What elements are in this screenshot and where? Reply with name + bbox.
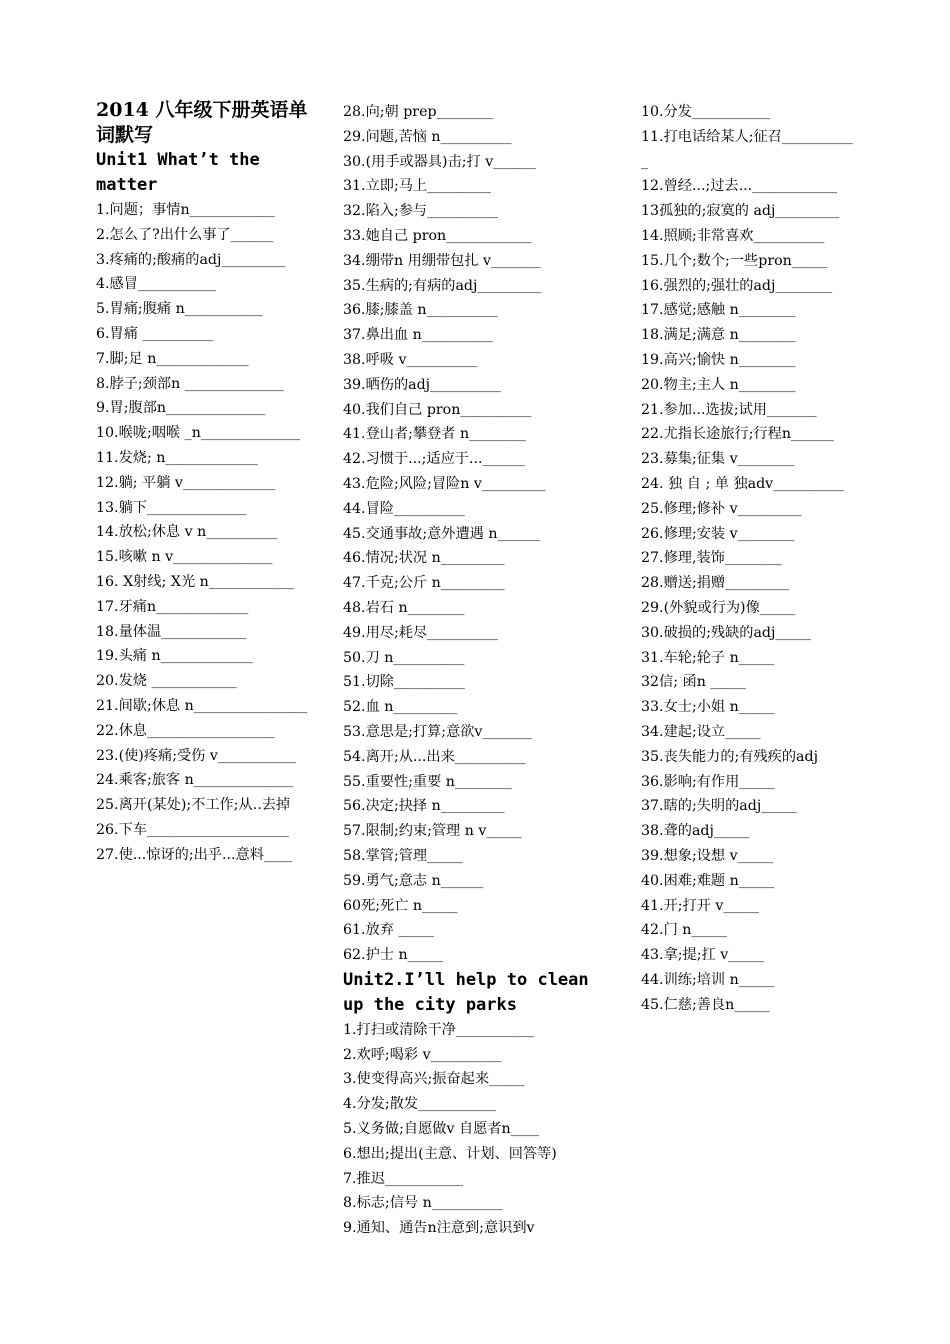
list-item: 33.女士;小姐 n_____ — [641, 699, 775, 716]
list-item: 22.尤指长途旅行;行程n______ — [641, 426, 834, 443]
list-item: 15.几个;数个;一些pron_____ — [641, 252, 828, 269]
list-item: 23.(使)疼痛;受伤 v___________ — [96, 747, 296, 764]
list-item: 60死;死亡 n_____ — [343, 897, 458, 914]
list-item: 32.陷入;参与__________ — [343, 203, 499, 220]
list-item: 42.门 n_____ — [641, 922, 727, 939]
list-item: 3.疼痛的;酸痛的adj_________ — [96, 251, 286, 268]
list-item: 31.立即;马上_________ — [343, 178, 491, 195]
list-item: 20.发烧 ____________ — [96, 673, 237, 690]
list-item: 45.仁慈;善良n_____ — [641, 996, 770, 1013]
list-item: 44.冒险__________ — [343, 500, 465, 517]
list-item: 40.困难;难题 n_____ — [641, 872, 775, 889]
list-item: 30.(用手或器具)击;打 v______ — [343, 153, 536, 170]
list-item: 25.离开(某处);不工作;从..去掉 — [96, 797, 291, 814]
list-item: 13.躺下______________ — [96, 499, 247, 516]
list-item: 21.间歇;休息 n________________ — [96, 697, 308, 714]
list-item: 21.参加...选拔;试用_______ — [641, 401, 817, 418]
list-item: 27.使...惊讶的;出乎...意料____ — [96, 846, 293, 863]
list-item: 55.重要性;重要 n________ — [343, 773, 512, 790]
list-item: 27.修理,装饰________ — [641, 550, 782, 567]
list-item: 35.生病的;有病的adj_________ — [343, 277, 542, 294]
list-item: 5.胃痛;腹痛 n___________ — [96, 301, 263, 318]
list-item: 45.交通事故;意外遭遇 n______ — [343, 525, 541, 542]
list-item: 1.打扫或清除干净___________ — [343, 1021, 534, 1038]
list-item: 8.脖子;颈部n ______________ — [96, 375, 285, 392]
list-item: 59.勇气;意志 n______ — [343, 872, 484, 889]
unit1-vocab-list-continued — [343, 100, 609, 968]
list-item: 18.满足;满意 n________ — [641, 327, 796, 344]
list-item: 26.修理;安装 v________ — [641, 525, 795, 542]
list-item: 7.推迟___________ — [343, 1170, 463, 1187]
list-item: 12.曾经...;过去...____________ — [641, 178, 838, 195]
list-item: 42.习惯于...;适应于...______ — [343, 451, 526, 468]
list-item: 2.欢呼;喝彩 v__________ — [343, 1046, 502, 1063]
list-item: 39.晒伤的adj__________ — [343, 376, 502, 393]
list-item: 28.赠送;捐赠_________ — [641, 575, 789, 592]
list-item: 61.放弃 _____ — [343, 922, 434, 939]
list-item: 50.刀 n__________ — [343, 649, 465, 666]
list-item: 51.切除__________ — [343, 674, 465, 691]
list-item: 38.呼吸 v__________ — [343, 351, 478, 368]
list-item: 18.量体温____________ — [96, 623, 247, 640]
list-item: 5.义务做;自愿做v 自愿者n____ — [343, 1121, 540, 1138]
column-3 — [641, 100, 857, 1017]
list-item: 41.开;打开 v_____ — [641, 897, 759, 914]
list-item: 28.向;朝 prep________ — [343, 104, 494, 120]
column-1 — [96, 98, 310, 868]
list-item: 16. X射线; X光 n____________ — [96, 573, 294, 590]
list-item: 3.使变得高兴;振奋起来_____ — [343, 1071, 525, 1088]
list-item: 29.(外貌或行为)像_____ — [641, 599, 796, 616]
list-item: 41.登山者;攀登者 n________ — [343, 426, 526, 443]
list-item: 44.训练;培训 n_____ — [641, 971, 775, 988]
list-item: 37.鼻出血 n__________ — [343, 327, 493, 344]
list-item: 52.血 n_________ — [343, 699, 458, 716]
list-item: 43.拿;提;扛 v_____ — [641, 947, 764, 964]
list-item: 9.通知、通告n注意到;意识到v — [343, 1220, 535, 1237]
list-item: 6.胃痛 __________ — [96, 325, 214, 342]
list-item: 20.物主;主人 n________ — [641, 376, 796, 393]
column-2 — [343, 100, 609, 1241]
list-item: 34.建起;设立_____ — [641, 723, 761, 740]
list-item: 37.瞎的;失明的adj_____ — [641, 798, 797, 815]
list-item: 31.车轮;轮子 n_____ — [641, 649, 775, 666]
list-item: 4.感冒___________ — [96, 276, 216, 293]
list-item: 54.离开;从...出来__________ — [343, 748, 526, 765]
list-item: 10.喉咙;咽喉 _n______________ — [96, 425, 301, 442]
unit2-heading: Unit2.I’ll help to clean up the city parks — [343, 969, 589, 1015]
list-item: 47.千克;公斤 n_________ — [343, 575, 505, 592]
list-item: 24. 独 自 ; 单 独adv__________ — [641, 475, 845, 492]
list-item: 4.分发;散发___________ — [343, 1096, 497, 1113]
list-item: 30.破损的;残缺的adj_____ — [641, 624, 811, 641]
unit2-vocab-list-continued — [641, 100, 857, 1017]
list-item: 13孤独的;寂寞的 adj_________ — [641, 203, 840, 220]
list-item: 62.护士 n_____ — [343, 947, 444, 964]
list-item: 58.掌管;管理_____ — [343, 847, 463, 864]
list-item: 57.限制;约束;管理 n v_____ — [343, 823, 522, 840]
list-item: 19.头痛 n_____________ — [96, 648, 253, 665]
list-item: 23.募集;征集 v________ — [641, 451, 795, 468]
list-item: 22.休息__________________ — [96, 722, 275, 739]
list-item: 15.咳嗽 n v______________ — [96, 549, 273, 566]
list-item: 35.丧失能力的;有残疾的adj — [641, 748, 818, 765]
list-item: 17.感觉;感触 n________ — [641, 302, 796, 319]
list-item: 34.绷带n 用绷带包扎 v_______ — [343, 252, 541, 269]
list-item: 2.怎么了?出什么事了______ — [96, 226, 274, 243]
list-item: 17.牙痛n_____________ — [96, 598, 249, 615]
list-item: 49.用尽;耗尽__________ — [343, 624, 499, 641]
list-item: 53.意思是;打算;意欲v_______ — [343, 723, 533, 740]
list-item: 8.标志;信号 n__________ — [343, 1195, 503, 1212]
list-item: 38.聋的adj_____ — [641, 823, 750, 840]
unit1-vocab-list — [96, 198, 310, 868]
list-item: 10.分发___________ — [641, 104, 770, 120]
list-item: 25.修理;修补 v_________ — [641, 500, 802, 517]
list-item: 14.照顾;非常喜欢__________ — [641, 227, 825, 244]
list-item: 24.乘客;旅客 n______________ — [96, 772, 294, 789]
list-item: 19.高兴;愉快 n________ — [641, 351, 796, 368]
list-item: 7.脚;足 n_____________ — [96, 350, 249, 367]
list-item: 9.胃;腹部n______________ — [96, 400, 266, 417]
list-item: 1.问题；事情n____________ — [96, 202, 275, 218]
list-item: 26.下车____________________ — [96, 821, 289, 838]
list-item: 12.躺; 平躺 v_____________ — [96, 474, 276, 491]
list-item: 36.膝;膝盖 n__________ — [343, 302, 498, 319]
list-item: 36.影响;有作用_____ — [641, 773, 775, 790]
list-item: 32信; 函n _____ — [641, 674, 746, 691]
list-item: 46.情况;状况 n_________ — [343, 550, 505, 567]
list-item: 11.发烧; n_____________ — [96, 449, 258, 466]
list-item: 43.危险;风险;冒险n v_________ — [343, 475, 546, 492]
list-item: 6.想出;提出(主意、计划、回答等) — [343, 1145, 557, 1162]
list-item: 29.问题,苦恼 n__________ — [343, 128, 512, 145]
unit2-vocab-list — [343, 1018, 609, 1241]
list-item: 40.我们自己 pron__________ — [343, 401, 532, 418]
list-item: 14.放松;休息 v n__________ — [96, 524, 278, 541]
list-item: 56.决定;抉择 n_________ — [343, 798, 505, 815]
unit1-heading: Unit1 What’t the matter — [96, 150, 260, 195]
list-item: 11.打电话给某人;征召___________ — [641, 128, 853, 170]
list-item: 39.想象;设想 v_____ — [641, 847, 774, 864]
list-item: 33.她自己 pron____________ — [343, 227, 532, 244]
list-item: 16.强烈的;强壮的adj________ — [641, 277, 833, 294]
document-title: 2014 八年级下册英语单词默写 — [96, 99, 308, 146]
list-item: 48.岩石 n________ — [343, 599, 465, 616]
